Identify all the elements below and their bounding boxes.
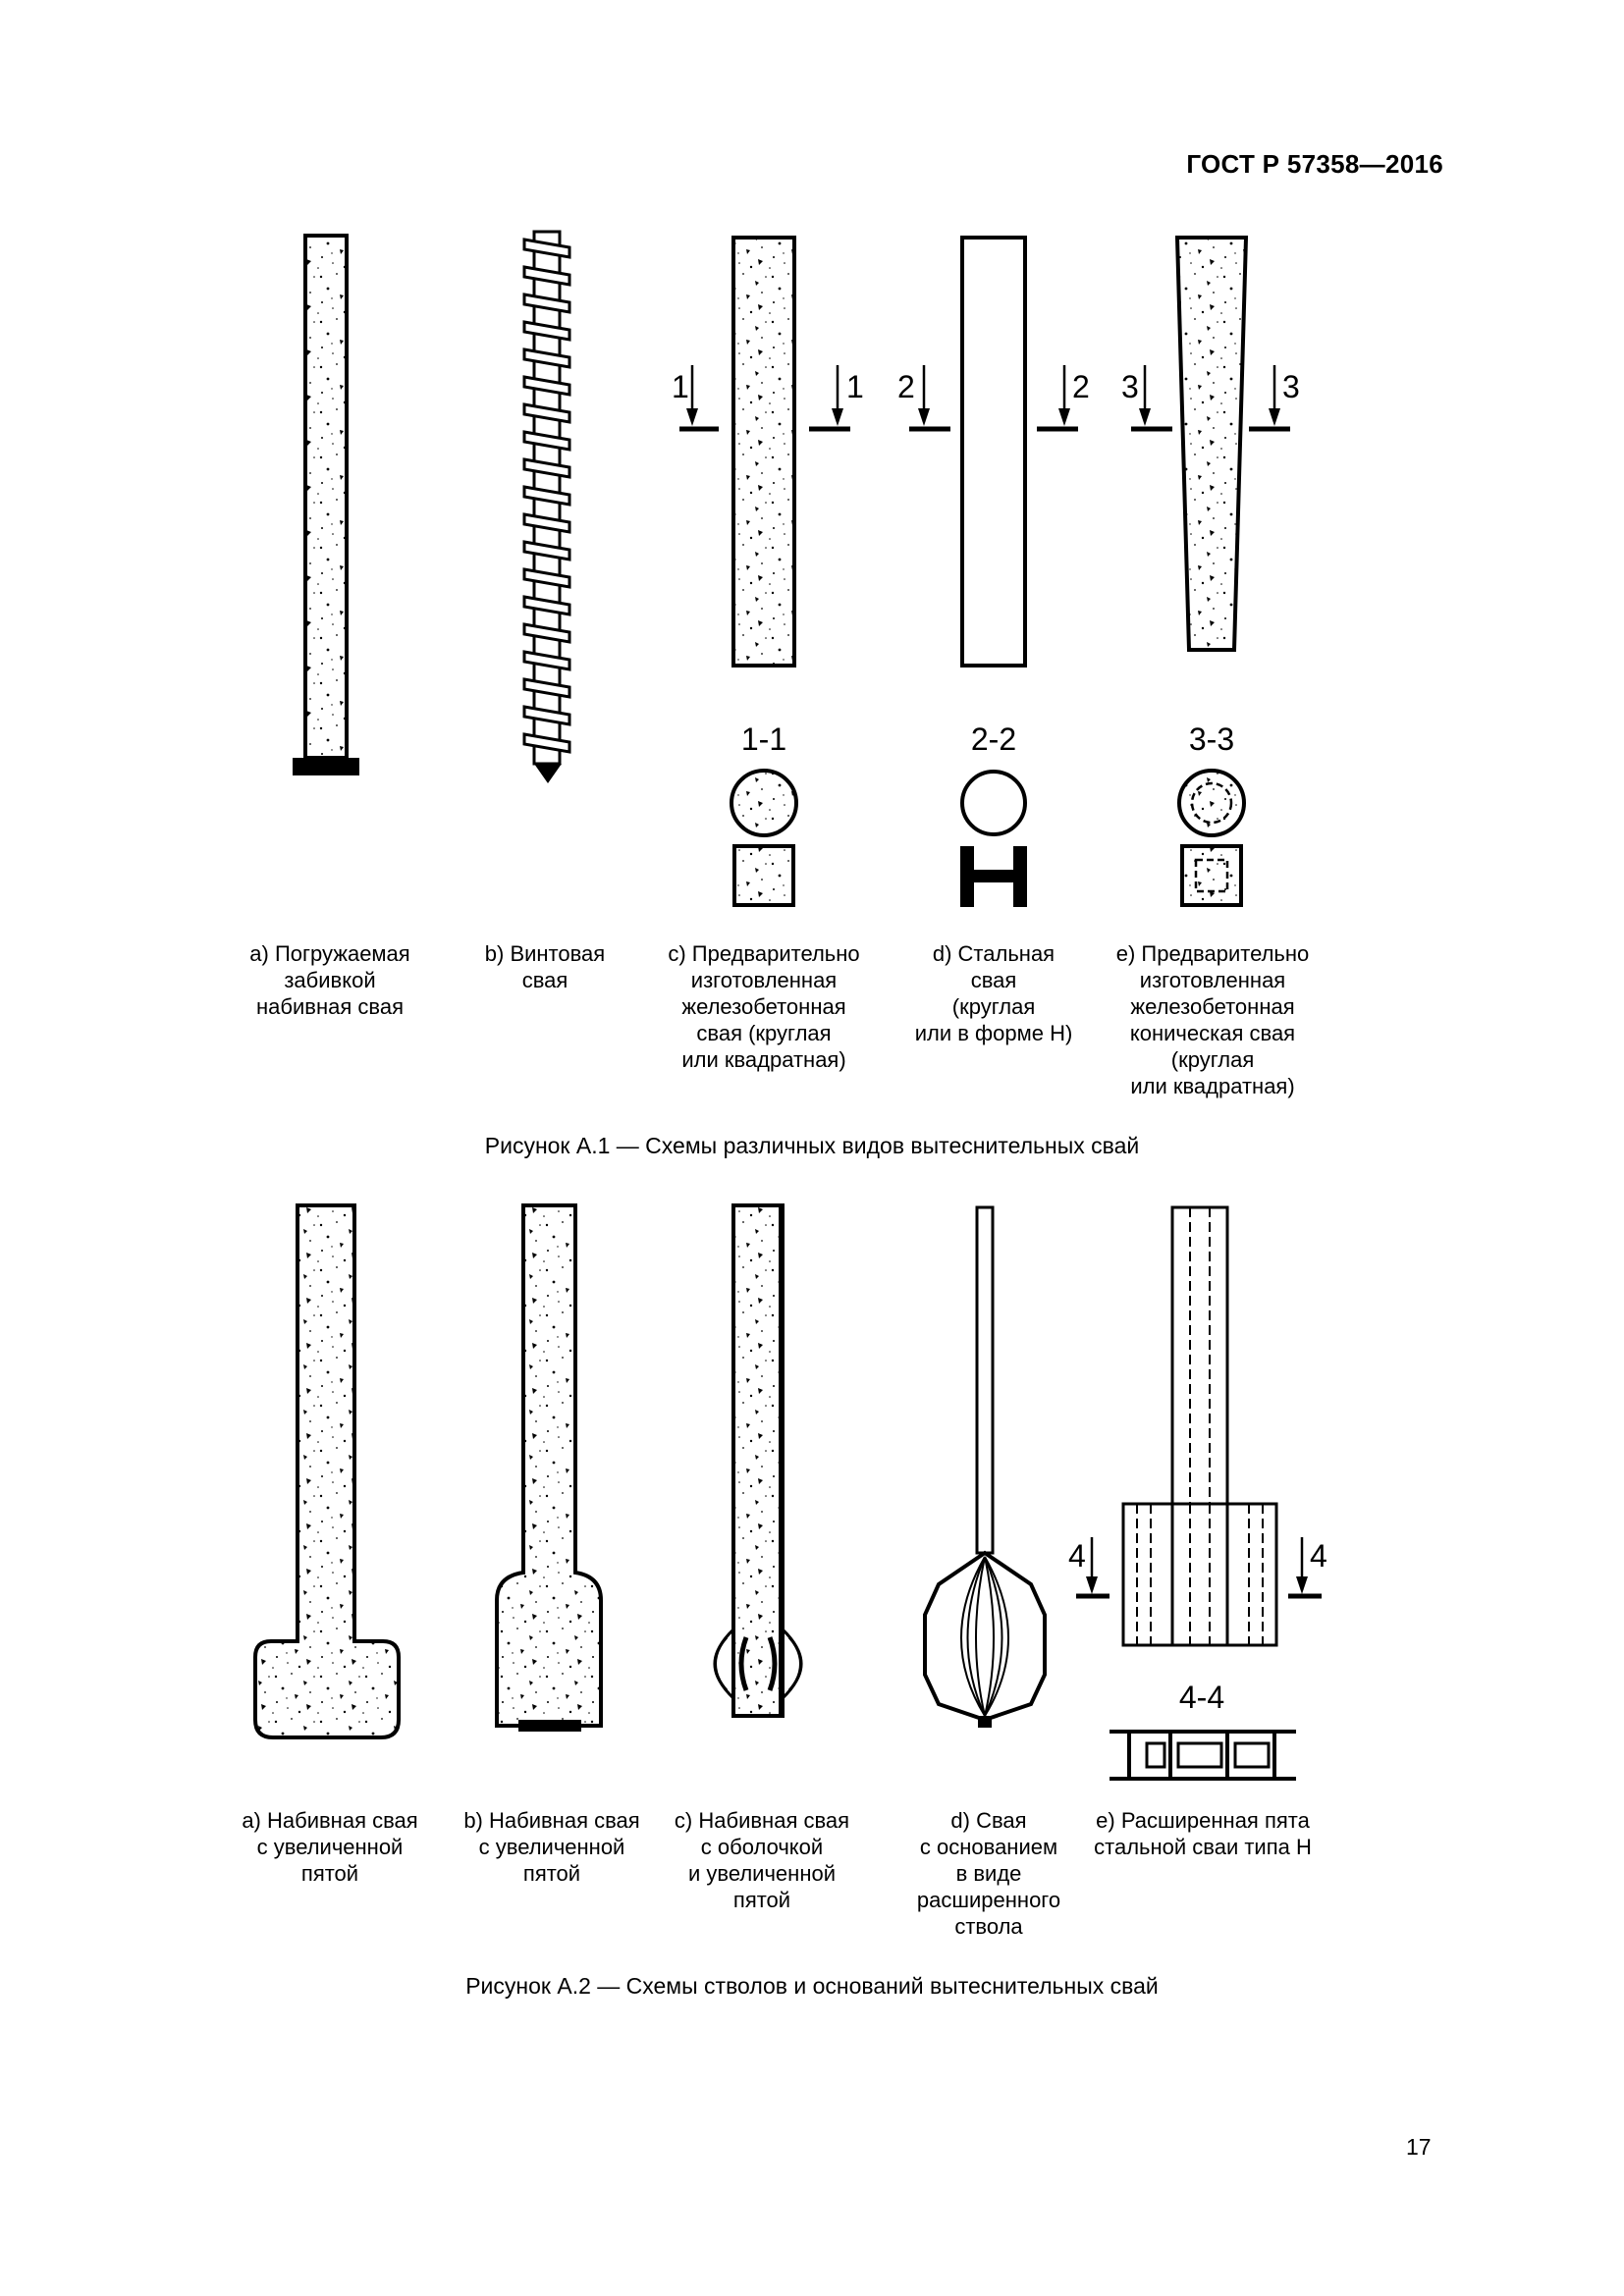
section-mark-3-left: 3 [1121,369,1139,404]
page-number: 17 [1406,2134,1432,2160]
section-arrow-3-left [1121,365,1172,429]
label-a1-d: d) Стальная свая (круглая или в форме Н) [914,941,1073,1045]
pile-a2-a-enlarged-base [255,1205,399,1737]
pile-a-driven [293,236,359,775]
section-mark-1-right: 1 [846,369,864,404]
pile-b-screw [524,232,569,783]
figure-a2-caption: Рисунок А.2 — Схемы стволов и оснований вытеснительных свай [465,1973,1159,1999]
label-a2-d: d) Свая с основанием в виде расширенного ствола [916,1808,1061,1939]
section-mark-4-right: 4 [1310,1538,1327,1574]
section-title-3-3: 3-3 [1188,721,1235,757]
section-title-2-2: 2-2 [970,721,1017,757]
section-4-4-drawing [1110,1732,1296,1779]
section-title-4-4: 4-4 [1178,1680,1225,1715]
section-3-3-round [1179,771,1244,835]
label-a1-e: e) Предварительно изготовленная железобетонная коническая свая (круглая или квадратная) [1115,941,1310,1098]
pile-d-steel [897,238,1090,907]
section-arrow-3-right [1249,365,1300,429]
section-mark-1-left: 1 [672,369,689,404]
label-a1-b: b) Винтовая свая [484,941,606,992]
section-1-1-round [731,771,796,835]
section-arrow-1-right [809,365,864,429]
pile-e-conical [1121,238,1300,905]
section-2-2-round [962,772,1025,834]
section-arrow-2-left [897,365,950,429]
pile-a2-b-enlarged-base [497,1205,601,1732]
section-mark-3-right: 3 [1282,369,1300,404]
label-a1-c: c) Предварительно изготовленная железобетонная свая (круглая или квадратная) [668,941,860,1072]
label-a2-c: c) Набивная свая с оболочкой и увеличенной пятой [674,1808,850,1912]
pile-a2-c-shell-base [715,1205,801,1716]
pile-a2-e-h-pile-base [1068,1207,1327,1779]
document-header: ГОСТ Р 57358—2016 [1186,149,1443,179]
pile-a2-d-expanded-shaft [925,1207,1045,1728]
section-arrow-4-left [1068,1537,1110,1596]
section-mark-2-right: 2 [1072,369,1090,404]
figure-a1-caption: Рисунок А.1 — Схемы различных видов вытеснительных свай [484,1133,1140,1158]
label-a2-e: e) Расширенная пята стальной сваи типа Н [1094,1808,1312,1859]
section-arrow-4-right [1288,1537,1327,1596]
figure-a2-drawing [0,1178,1624,1787]
section-1-1-square [734,846,793,905]
section-arrow-1-left [672,365,719,429]
label-a1-a: a) Погружаемая забивкой набивная свая [249,941,410,1019]
label-a2-a: a) Набивная свая с увеличенной пятой [242,1808,418,1886]
pile-c-precast [672,238,864,905]
section-2-2-h-shape [960,846,1027,907]
label-a2-b: b) Набивная свая с увеличенной пятой [463,1808,640,1886]
section-3-3-square [1182,846,1241,905]
section-arrow-2-right [1037,365,1090,429]
section-mark-2-left: 2 [897,369,915,404]
section-title-1-1: 1-1 [740,721,787,757]
section-mark-4-left: 4 [1068,1538,1086,1574]
